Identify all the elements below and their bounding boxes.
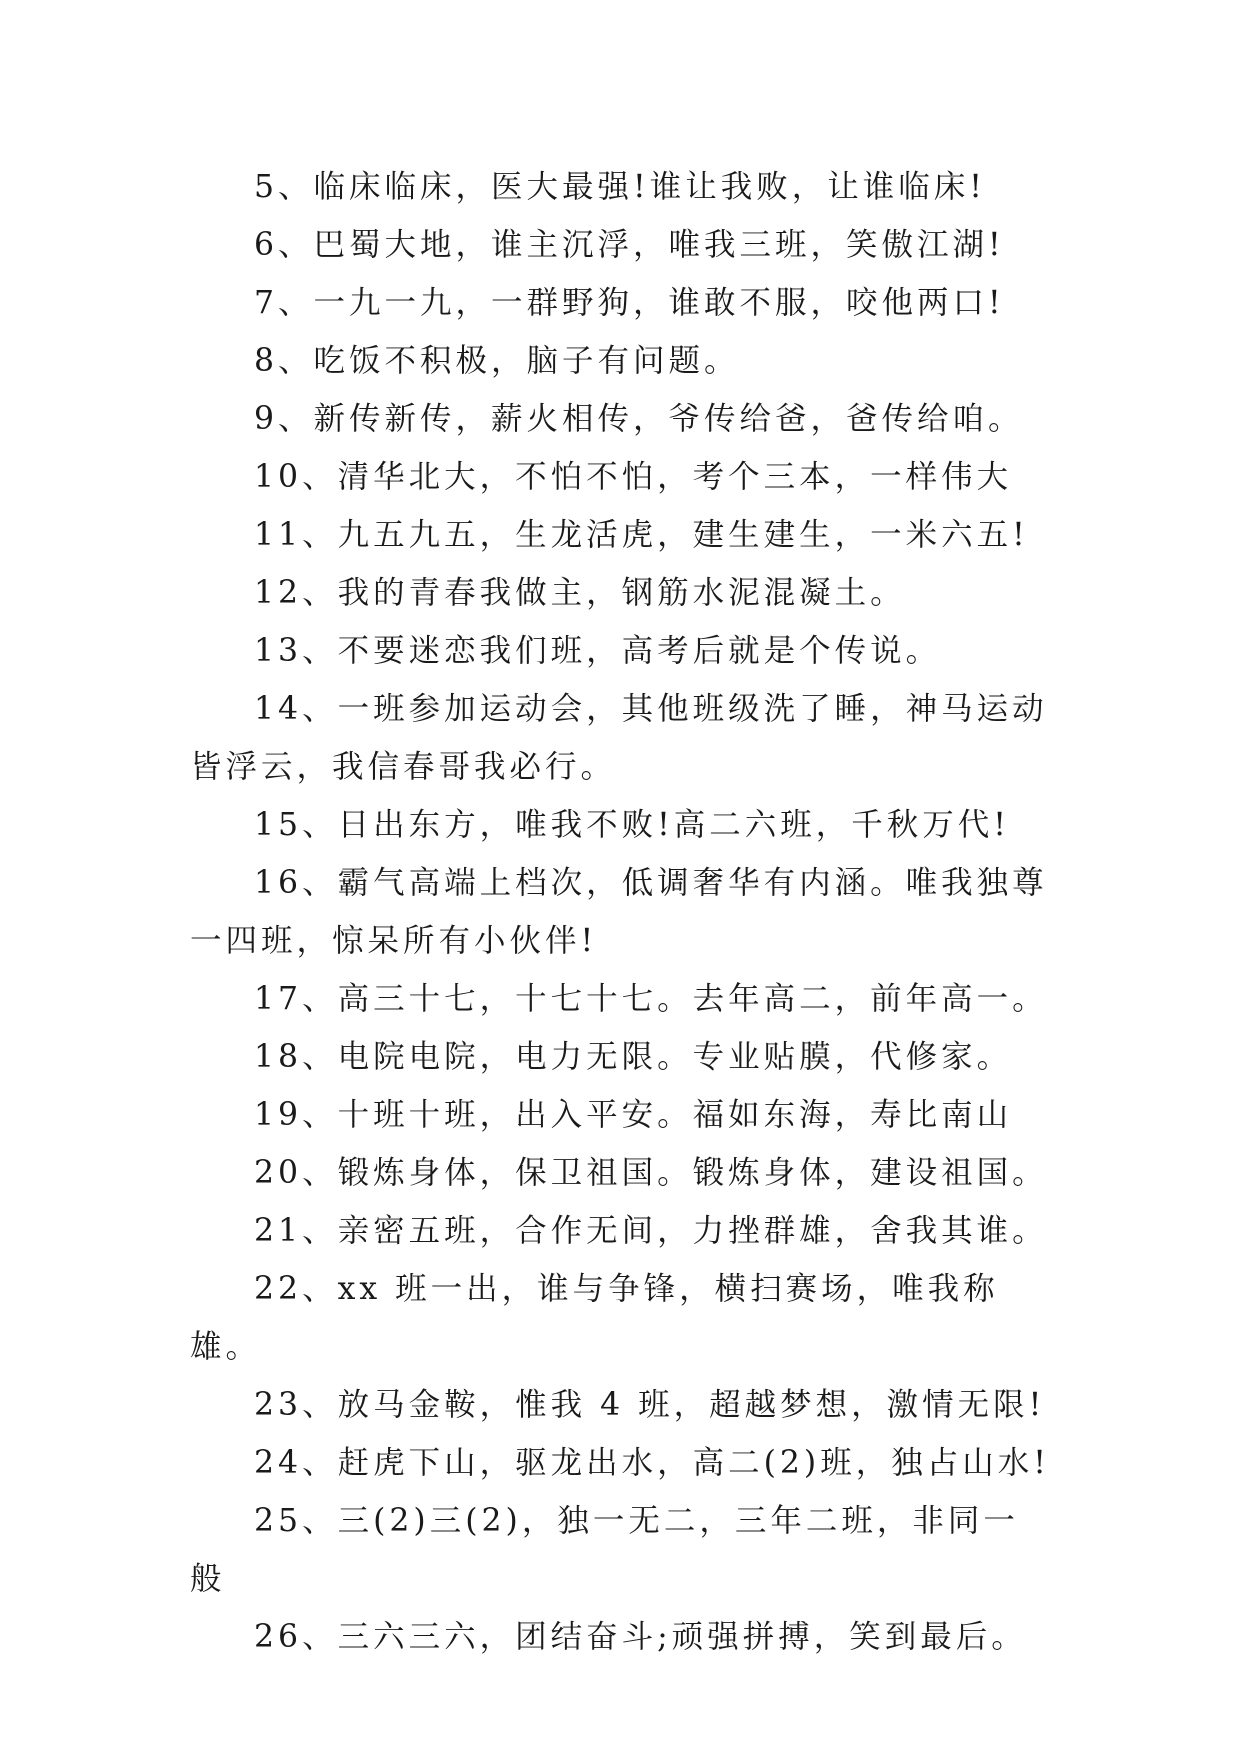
list-item: 9、新传新传，薪火相传，爷传给爸，爸传给咱。 — [254, 401, 1024, 437]
list-item: 6、巴蜀大地，谁主沉浮，唯我三班，笑傲江湖! — [254, 227, 1005, 263]
list-item: 17、高三十七，十七十七。去年高二，前年高一。 — [254, 981, 1048, 1017]
list-item: 20、锻炼身体，保卫祖国。锻炼身体，建设祖国。 — [254, 1155, 1048, 1191]
list-item: 11、九五九五，生龙活虎，建生建生，一米六五! — [254, 517, 1029, 553]
list-item: 15、日出东方，唯我不败!高二六班，千秋万代! — [254, 807, 1010, 843]
list-item: 26、三六三六，团结奋斗;顽强拼搏，笑到最后。 — [254, 1619, 1027, 1655]
list-item: 19、十班十班，出入平安。福如东海，寿比南山 — [254, 1097, 1013, 1133]
list-item: 21、亲密五班，合作无间，力挫群雄，舍我其谁。 — [254, 1213, 1048, 1249]
list-item: 22、xx 班一出，谁与争锋，横扫赛场，唯我称雄。 — [190, 1271, 999, 1365]
list-item: 5、临床临床，医大最强!谁让我败，让谁临床! — [254, 169, 986, 205]
list-item: 24、赶虎下山，驱龙出水，高二(2)班，独占山水! — [254, 1445, 1050, 1481]
slogan-list — [190, 158, 1052, 1666]
list-item: 25、三(2)三(2)，独一无二，三年二班，非同一般 — [190, 1503, 1019, 1597]
list-item: 8、吃饭不积极，脑子有问题。 — [254, 343, 740, 379]
list-item: 14、一班参加运动会，其他班级洗了睡，神马运动皆浮云，我信春哥我必行。 — [190, 691, 1048, 785]
list-item: 7、一九一九，一群野狗，谁敢不服，咬他两口! — [254, 285, 1005, 321]
list-item: 13、不要迷恋我们班，高考后就是个传说。 — [254, 633, 942, 669]
list-item: 16、霸气高端上档次，低调奢华有内涵。唯我独尊一四班，惊呆所有小伙伴! — [190, 865, 1048, 959]
list-item: 12、我的青春我做主，钢筋水泥混凝土。 — [254, 575, 906, 611]
list-item: 23、放马金鞍，惟我 4 班，超越梦想，激情无限! — [254, 1387, 1046, 1423]
list-item: 10、清华北大，不怕不怕，考个三本，一样伟大 — [254, 459, 1013, 495]
list-item: 18、电院电院，电力无限。专业贴膜，代修家。 — [254, 1039, 1013, 1075]
